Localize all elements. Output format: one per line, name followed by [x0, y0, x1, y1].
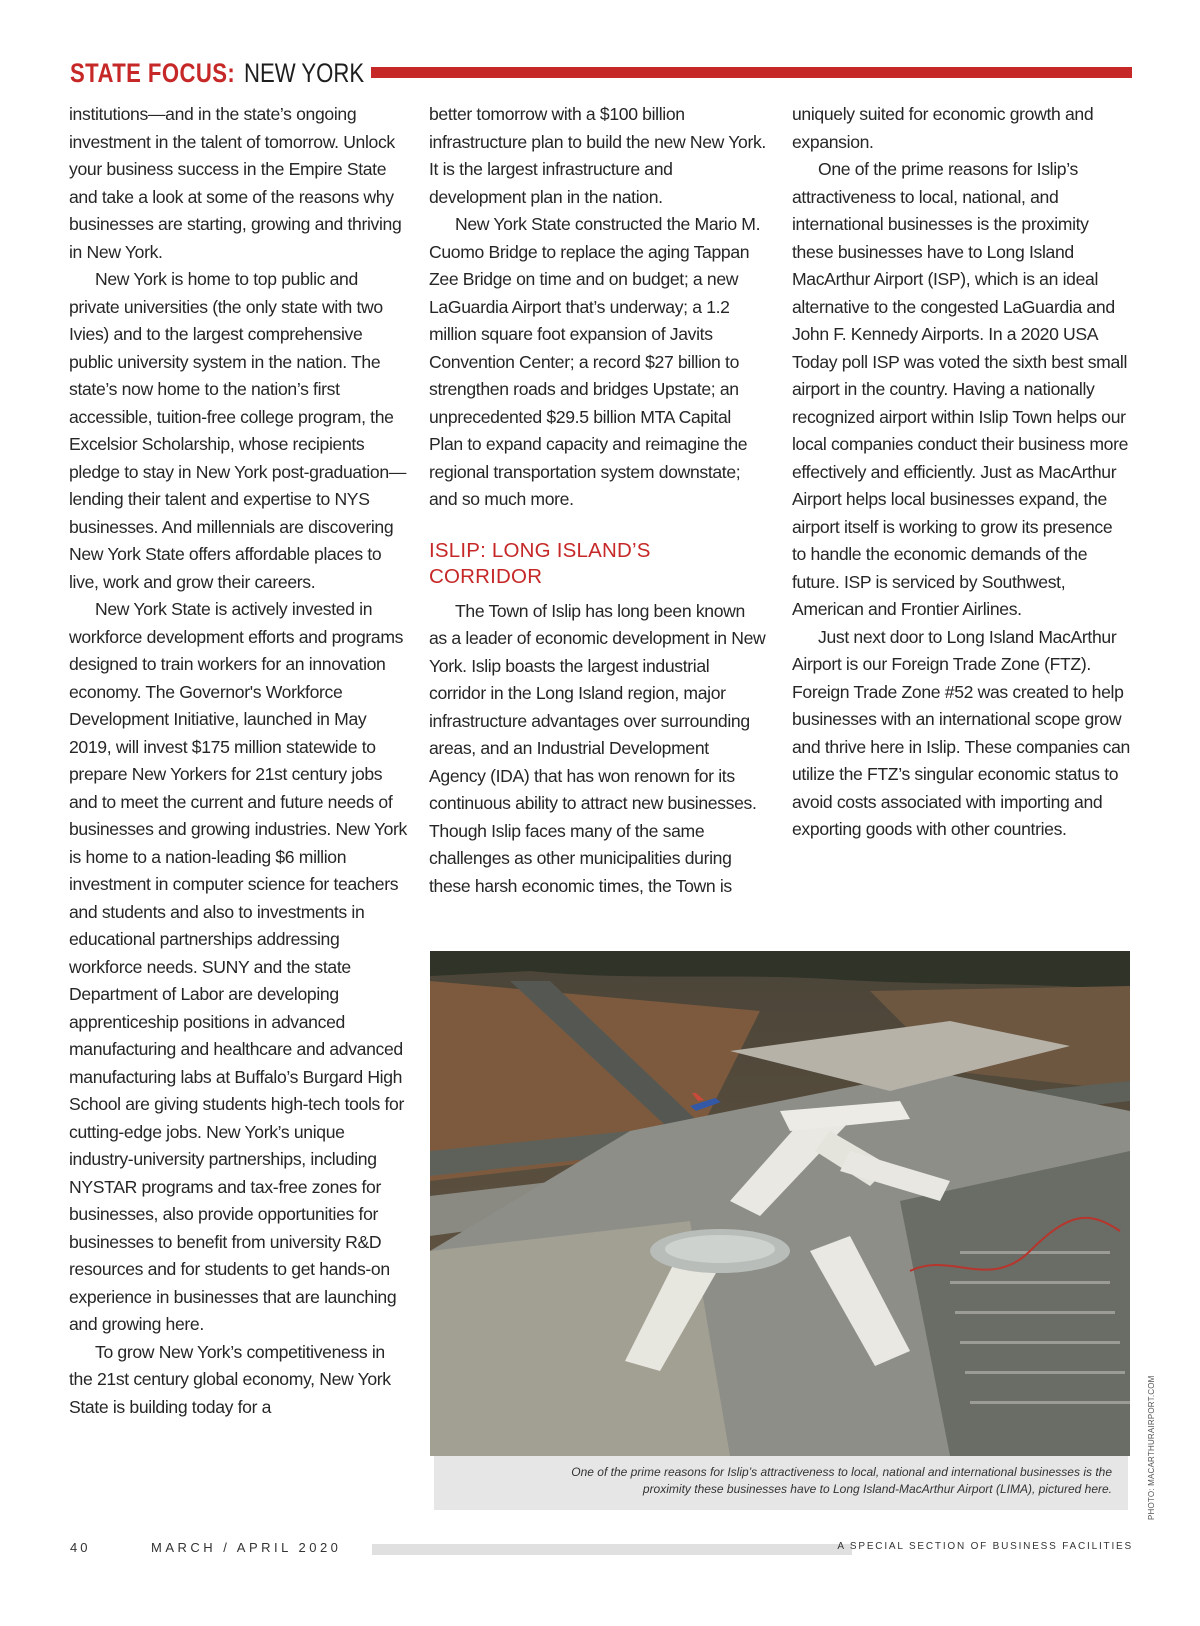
paragraph: New York State constructed the Mario M. Cuomo Bridge to replace the aging Tappan Zee Bridge on time and on budget; a new LaGuardia Airport that’s underway; a 1.2 million square foot expansion of Javits Convention Center; a record $27 billion to strengthen roads and bridges Upstate; an unprecedented $29.5 billion MTA Capital Plan to expand capacity and reimagine the regional transportation system downstate; and so much more. — [429, 214, 761, 509]
paragraph: Just next door to Long Island MacArthur Airport is our Foreign Trade Zone (FTZ). Foreign Trade Zone #52 was created to help businesses with an international scope grow and thrive here in Islip. These companies can utilize the FTZ’s singular economic status to avoid costs associated with importing and exporting goods with other countries. — [792, 626, 1130, 839]
state-name: NEW YORK — [243, 57, 364, 88]
airport-aerial-photo — [430, 951, 1130, 1456]
article-column-2 — [429, 101, 767, 900]
paragraph: One of the prime reasons for Islip’s attractiveness to local, national, and international businesses is the proximity these businesses have to Long Island MacArthur Airport (ISP), which is an ideal alternative to the congested LaGuardia and John F. Kennedy Airports. In a 2020 USA Today poll ISP was voted the sixth best small airport in the country. Having a nationally recognized airport within Islip Town helps our local companies conduct their business more effectively and efficiently. Just as MacArthur Airport helps local businesses expand, the airport itself is working to grow its presence to handle the economic demands of the future. ISP is serviced by Southwest, American and Frontier Airlines. — [792, 159, 1129, 619]
issue-date: MARCH / APRIL 2020 — [151, 1540, 342, 1555]
paragraph: The Town of Islip has long been known as a leader of economic development in New York. Islip boasts the largest industrial corridor in the Long Island region, major infrastructure advantages over surrounding areas, and an Industrial Development Agency (IDA) that has won renown for its continuous ability to attract new businesses. Though Islip faces many of the same challenges as other municipalities during these harsh economic times, the Town is — [429, 600, 766, 896]
paragraph: New York State is actively invested in workforce development efforts and programs designed to train workers for an innovation economy. The Governor's Workforce Development Initiative, launched in May 2019, will invest $175 million statewide to prepare New Yorkers for 21st century jobs and to meet the current and future needs of businesses and growing industries. New York is home to a nation-leading $6 million investment in computer science for teachers and students and also to investments in educational partnerships addressing workforce needs. SUNY and the state Department of Labor are developing apprenticeship positions in advanced manufacturing and healthcare and advanced manufacturing labs at Buffalo’s Burgard High School are giving students high-tech tools for cutting-edge jobs. New York’s unique industry-university partnerships, including NYSTAR programs and tax-free zones for businesses, also provide opportunities for businesses to benefit from university R&D resources and for students to get hands-on experience in businesses that are launching and growing here. — [69, 599, 408, 1334]
section-label: STATE FOCUS: — [70, 57, 236, 88]
header-rule — [371, 67, 1132, 78]
section-header — [70, 56, 390, 90]
caption-line: proximity these businesses have to Long Island-MacArthur Airport (LIMA), pictured here. — [642, 1482, 1112, 1496]
footer-rule — [372, 1544, 852, 1555]
paragraph: better tomorrow with a $100 billion infrastructure plan to build the new New York. It is the largest infrastructure and development plan in the nation. — [429, 104, 766, 207]
photo-caption — [480, 1464, 1112, 1498]
caption-line: One of the prime reasons for Islip’s attractiveness to local, national and international businesses is the — [571, 1465, 1112, 1479]
paragraph: institutions—and in the state’s ongoing investment in the talent of tomorrow. Unlock your business success in the Empire State and take a look at some of the reasons why businesses are starting, growing and thriving in New York. — [69, 104, 402, 262]
article-column-3 — [792, 101, 1130, 844]
section-footer-label: A SPECIAL SECTION OF BUSINESS FACILITIES — [837, 1541, 1133, 1552]
paragraph: uniquely suited for economic growth and expansion. — [792, 104, 1094, 152]
photo-credit: PHOTO: MACARTHURAIRPORT.COM — [1147, 1375, 1156, 1520]
page-number: 40 — [70, 1540, 91, 1555]
subheading: ISLIP: LONG ISLAND’S CORRIDOR — [429, 538, 651, 588]
paragraph: New York is home to top public and private universities (the only state with two Ivies) and to the largest comprehensive public university system in the nation. The state’s now home to the nation’s first accessible, tuition-free college program, the Excelsior Scholarship, whose recipients pledge to stay in New York post-graduation—lending their talent and expertise to NYS businesses. And millennials are discovering New York State offers affordable places to live, work and grow their careers. — [69, 269, 407, 592]
paragraph: To grow New York’s competitiveness in the 21st century global economy, New York State is building today for a — [69, 1341, 391, 1417]
article-column-1 — [69, 101, 407, 1421]
